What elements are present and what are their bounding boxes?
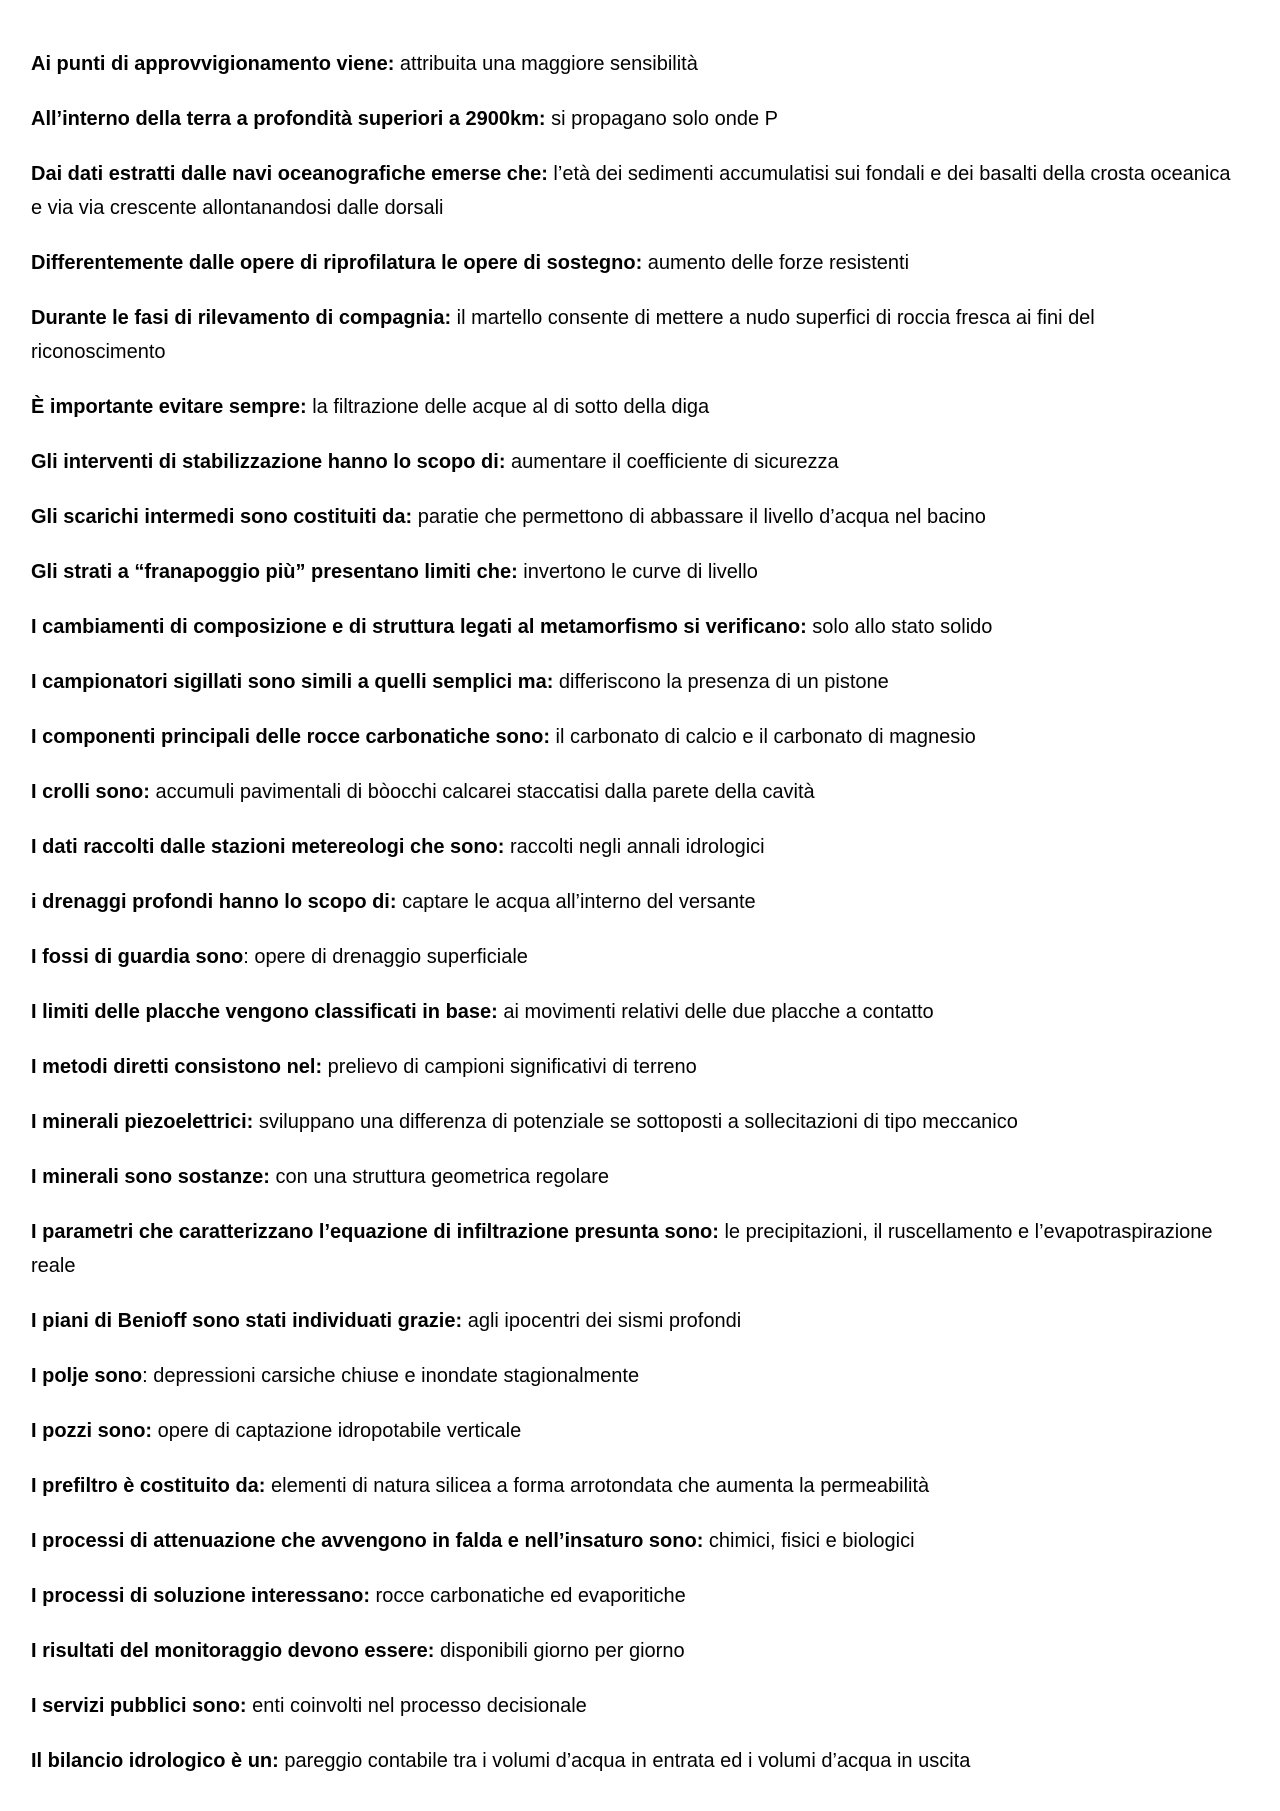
answer-text: con una struttura geometrica regolare xyxy=(269,1166,610,1188)
question-text: I servizi pubblici sono: xyxy=(31,1695,247,1717)
question-text: I processi di soluzione interessano: xyxy=(31,1585,370,1607)
answer-text: il carbonato di calcio e il carbonato di magnesio xyxy=(550,726,976,748)
qa-item xyxy=(31,390,1231,424)
qa-item xyxy=(31,995,1231,1029)
qa-item xyxy=(31,1050,1231,1084)
question-text: I processi di attenuazione che avvengono in falda e nell’insaturo sono: xyxy=(31,1530,704,1552)
answer-text: differiscono la presenza di un pistone xyxy=(553,671,889,693)
qa-item xyxy=(31,157,1231,225)
answer-text: solo allo stato solido xyxy=(806,616,993,638)
answer-text: il martello consente di mettere a nudo superfici di roccia fresca ai fini del riconoscimento xyxy=(31,307,1095,363)
answer-text: si propagano solo onde P xyxy=(545,108,778,130)
qa-item xyxy=(31,1105,1231,1139)
answer-text: l’età dei sedimenti accumulatisi sui fondali e dei basalti della crosta oceanica e via via crescente allontanandosi dalle dorsali xyxy=(31,163,1231,219)
qa-item xyxy=(31,720,1231,754)
question-text: Il bilancio idrologico è un: xyxy=(31,1750,279,1772)
qa-item xyxy=(31,555,1231,589)
answer-text: aumentare il coefficiente di sicurezza xyxy=(505,451,839,473)
qa-item xyxy=(31,665,1231,699)
answer-text: invertono le curve di livello xyxy=(517,561,758,583)
question-text: I risultati del monitoraggio devono essere: xyxy=(31,1640,435,1662)
question-text: I minerali sono sostanze: xyxy=(31,1166,270,1188)
qa-item xyxy=(31,102,1231,136)
answer-text: enti coinvolti nel processo decisionale xyxy=(246,1695,587,1717)
qa-item xyxy=(31,940,1231,974)
question-text: I crolli sono: xyxy=(31,781,150,803)
question-text: I parametri che caratterizzano l’equazione di infiltrazione presunta sono: xyxy=(31,1221,719,1243)
question-text: I dati raccolti dalle stazioni metereologi che sono: xyxy=(31,836,505,858)
question-text: È importante evitare sempre: xyxy=(31,396,307,418)
question-text: I polje sono xyxy=(31,1365,143,1387)
question-text: I fossi di guardia sono xyxy=(31,946,244,968)
answer-text: aumento delle forze resistenti xyxy=(642,252,910,274)
answer-text: raccolti negli annali idrologici xyxy=(504,836,765,858)
qa-item xyxy=(31,1469,1231,1503)
answer-text: : depressioni carsiche chiuse e inondate stagionalmente xyxy=(142,1365,640,1387)
qa-item xyxy=(31,1414,1231,1448)
answer-text: rocce carbonatiche ed evaporitiche xyxy=(369,1585,686,1607)
qa-item xyxy=(31,1744,1231,1778)
question-text: I piani di Benioff sono stati individuati grazie: xyxy=(31,1310,463,1332)
answer-text: ai movimenti relativi delle due placche a contatto xyxy=(497,1001,934,1023)
answer-text: prelievo di campioni significativi di terreno xyxy=(322,1056,697,1078)
qa-item xyxy=(31,1359,1231,1393)
document-page xyxy=(31,47,1231,1799)
answer-text: paratie che permettono di abbassare il livello d’acqua nel bacino xyxy=(412,506,986,528)
question-text: I pozzi sono: xyxy=(31,1420,153,1442)
answer-text: chimici, fisici e biologici xyxy=(703,1530,915,1552)
answer-text: accumuli pavimentali di bòocchi calcarei staccatisi dalla parete della cavità xyxy=(149,781,815,803)
qa-item xyxy=(31,1524,1231,1558)
question-text: I minerali piezoelettrici: xyxy=(31,1111,254,1133)
answer-text: captare le acqua all’interno del versante xyxy=(396,891,756,913)
answer-text: opere di captazione idropotabile verticale xyxy=(152,1420,522,1442)
answer-text: attribuita una maggiore sensibilità xyxy=(394,53,698,75)
question-text: I limiti delle placche vengono classificati in base: xyxy=(31,1001,498,1023)
question-text: I campionatori sigillati sono simili a quelli semplici ma: xyxy=(31,671,554,693)
question-text: Gli interventi di stabilizzazione hanno lo scopo di: xyxy=(31,451,506,473)
qa-item xyxy=(31,1215,1231,1283)
qa-item xyxy=(31,610,1231,644)
answer-text: disponibili giorno per giorno xyxy=(434,1640,685,1662)
question-text: I metodi diretti consistono nel: xyxy=(31,1056,323,1078)
answer-text: le precipitazioni, il ruscellamento e l’evapotraspirazione reale xyxy=(31,1221,1213,1277)
qa-item xyxy=(31,500,1231,534)
qa-item xyxy=(31,775,1231,809)
qa-item xyxy=(31,885,1231,919)
question-text: Durante le fasi di rilevamento di compagnia: xyxy=(31,307,452,329)
question-text: All’interno della terra a profondità superiori a 2900km: xyxy=(31,108,546,130)
qa-item xyxy=(31,301,1231,369)
question-text: Gli strati a “franapoggio più” presentano limiti che: xyxy=(31,561,518,583)
qa-item xyxy=(31,1689,1231,1723)
qa-item xyxy=(31,1304,1231,1338)
answer-text: : opere di drenaggio superficiale xyxy=(243,946,528,968)
question-text: i drenaggi profondi hanno lo scopo di: xyxy=(31,891,397,913)
answer-text: sviluppano una differenza di potenziale se sottoposti a sollecitazioni di tipo meccanico xyxy=(253,1111,1018,1133)
question-text: Gli scarichi intermedi sono costituiti da: xyxy=(31,506,413,528)
question-text: Dai dati estratti dalle navi oceanografiche emerse che: xyxy=(31,163,548,185)
qa-item xyxy=(31,830,1231,864)
qa-item xyxy=(31,1160,1231,1194)
answer-text: la filtrazione delle acque al di sotto della diga xyxy=(306,396,710,418)
question-text: I cambiamenti di composizione e di struttura legati al metamorfismo si verificano: xyxy=(31,616,807,638)
answer-text: agli ipocentri dei sismi profondi xyxy=(462,1310,742,1332)
question-text: I componenti principali delle rocce carbonatiche sono: xyxy=(31,726,550,748)
question-text: Differentemente dalle opere di riprofilatura le opere di sostegno: xyxy=(31,252,643,274)
qa-item xyxy=(31,1634,1231,1668)
answer-text: pareggio contabile tra i volumi d’acqua in entrata ed i volumi d’acqua in uscita xyxy=(278,1750,971,1772)
question-text: Ai punti di approvvigionamento viene: xyxy=(31,53,395,75)
qa-item xyxy=(31,246,1231,280)
qa-item xyxy=(31,1579,1231,1613)
answer-text: elementi di natura silicea a forma arrotondata che aumenta la permeabilità xyxy=(265,1475,930,1497)
qa-item xyxy=(31,47,1231,81)
question-text: I prefiltro è costituito da: xyxy=(31,1475,266,1497)
qa-item xyxy=(31,445,1231,479)
